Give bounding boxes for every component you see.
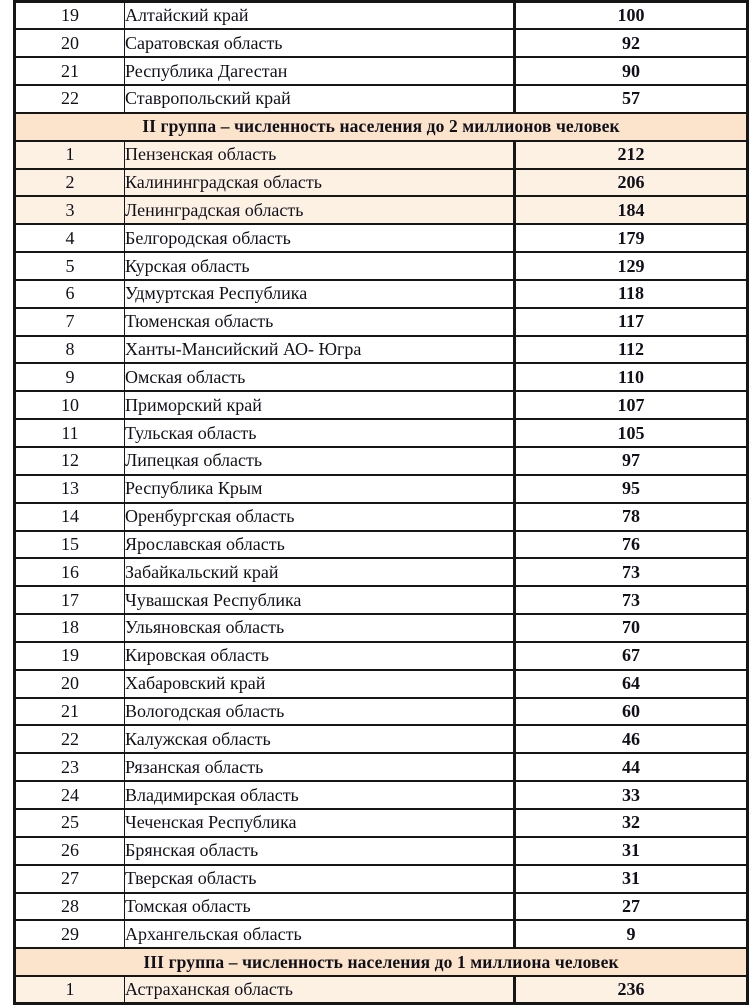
region-name-cell: Чеченская Республика <box>125 809 515 837</box>
value-cell: 184 <box>515 196 748 224</box>
regions-ranking-table <box>13 0 749 1005</box>
row-number-cell: 17 <box>15 586 125 614</box>
row-number-cell: 28 <box>15 893 125 921</box>
region-name-cell: Астраханская область <box>125 976 515 1004</box>
row-number-cell: 19 <box>15 642 125 670</box>
value-cell: 57 <box>515 85 748 113</box>
row-number-cell: 7 <box>15 308 125 336</box>
table-row <box>15 419 748 447</box>
table-row <box>15 865 748 893</box>
table-row <box>15 976 748 1004</box>
group-header-row <box>15 113 748 141</box>
table-row <box>15 224 748 252</box>
table-row <box>15 753 748 781</box>
table-row <box>15 391 748 419</box>
table-row <box>15 558 748 586</box>
table-row <box>15 363 748 391</box>
row-number-cell: 20 <box>15 670 125 698</box>
row-number-cell: 19 <box>15 2 125 30</box>
row-number-cell: 27 <box>15 865 125 893</box>
table-row <box>15 196 748 224</box>
region-name-cell: Забайкальский край <box>125 558 515 586</box>
region-name-cell: Рязанская область <box>125 753 515 781</box>
table-row <box>15 141 748 169</box>
region-name-cell: Республика Крым <box>125 475 515 503</box>
region-name-cell: Приморский край <box>125 391 515 419</box>
value-cell: 44 <box>515 753 748 781</box>
region-name-cell: Ярославская область <box>125 531 515 559</box>
region-name-cell: Томская область <box>125 893 515 921</box>
value-cell: 129 <box>515 252 748 280</box>
row-number-cell: 1 <box>15 976 125 1004</box>
value-cell: 112 <box>515 336 748 364</box>
table-row <box>15 280 748 308</box>
table-row <box>15 57 748 85</box>
row-number-cell: 22 <box>15 725 125 753</box>
region-name-cell: Республика Дагестан <box>125 57 515 85</box>
row-number-cell: 4 <box>15 224 125 252</box>
value-cell: 90 <box>515 57 748 85</box>
region-name-cell: Брянская область <box>125 837 515 865</box>
row-number-cell: 20 <box>15 29 125 57</box>
region-name-cell: Пензенская область <box>125 141 515 169</box>
table-row <box>15 642 748 670</box>
value-cell: 95 <box>515 475 748 503</box>
table-row <box>15 503 748 531</box>
table-row <box>15 447 748 475</box>
value-cell: 118 <box>515 280 748 308</box>
value-cell: 212 <box>515 141 748 169</box>
region-name-cell: Липецкая область <box>125 447 515 475</box>
region-name-cell: Алтайский край <box>125 2 515 30</box>
value-cell: 67 <box>515 642 748 670</box>
row-number-cell: 24 <box>15 781 125 809</box>
table-row <box>15 252 748 280</box>
row-number-cell: 6 <box>15 280 125 308</box>
table-body <box>15 2 748 1004</box>
row-number-cell: 26 <box>15 837 125 865</box>
table-row <box>15 85 748 113</box>
row-number-cell: 15 <box>15 531 125 559</box>
value-cell: 32 <box>515 809 748 837</box>
region-name-cell: Ульяновская область <box>125 614 515 642</box>
group-header-label: III группа – численность населения до 1 миллиона человек <box>15 948 748 976</box>
table-row <box>15 169 748 197</box>
table-row <box>15 698 748 726</box>
table-row <box>15 336 748 364</box>
value-cell: 100 <box>515 2 748 30</box>
region-name-cell: Архангельская область <box>125 920 515 948</box>
region-name-cell: Владимирская область <box>125 781 515 809</box>
row-number-cell: 16 <box>15 558 125 586</box>
row-number-cell: 22 <box>15 85 125 113</box>
row-number-cell: 25 <box>15 809 125 837</box>
value-cell: 206 <box>515 169 748 197</box>
row-number-cell: 23 <box>15 753 125 781</box>
table-row <box>15 725 748 753</box>
value-cell: 46 <box>515 725 748 753</box>
value-cell: 60 <box>515 698 748 726</box>
table-row <box>15 308 748 336</box>
table-row <box>15 29 748 57</box>
region-name-cell: Кировская область <box>125 642 515 670</box>
value-cell: 117 <box>515 308 748 336</box>
row-number-cell: 11 <box>15 419 125 447</box>
row-number-cell: 29 <box>15 920 125 948</box>
region-name-cell: Калининградская область <box>125 169 515 197</box>
row-number-cell: 18 <box>15 614 125 642</box>
row-number-cell: 3 <box>15 196 125 224</box>
value-cell: 76 <box>515 531 748 559</box>
table-row <box>15 837 748 865</box>
region-name-cell: Тульская область <box>125 419 515 447</box>
table-row <box>15 809 748 837</box>
region-name-cell: Хабаровский край <box>125 670 515 698</box>
region-name-cell: Белгородская область <box>125 224 515 252</box>
row-number-cell: 21 <box>15 698 125 726</box>
value-cell: 97 <box>515 447 748 475</box>
region-name-cell: Удмуртская Республика <box>125 280 515 308</box>
table-row <box>15 586 748 614</box>
value-cell: 78 <box>515 503 748 531</box>
region-name-cell: Тюменская область <box>125 308 515 336</box>
region-name-cell: Ханты-Мансийский АО- Югра <box>125 336 515 364</box>
value-cell: 73 <box>515 586 748 614</box>
row-number-cell: 10 <box>15 391 125 419</box>
region-name-cell: Оренбургская область <box>125 503 515 531</box>
row-number-cell: 2 <box>15 169 125 197</box>
row-number-cell: 9 <box>15 363 125 391</box>
row-number-cell: 14 <box>15 503 125 531</box>
value-cell: 110 <box>515 363 748 391</box>
region-name-cell: Вологодская область <box>125 698 515 726</box>
table-row <box>15 531 748 559</box>
region-name-cell: Курская область <box>125 252 515 280</box>
value-cell: 179 <box>515 224 748 252</box>
value-cell: 31 <box>515 865 748 893</box>
row-number-cell: 1 <box>15 141 125 169</box>
region-name-cell: Ленинградская область <box>125 196 515 224</box>
table-row <box>15 2 748 30</box>
region-name-cell: Чувашская Республика <box>125 586 515 614</box>
value-cell: 64 <box>515 670 748 698</box>
value-cell: 70 <box>515 614 748 642</box>
table-row <box>15 920 748 948</box>
value-cell: 236 <box>515 976 748 1004</box>
row-number-cell: 13 <box>15 475 125 503</box>
value-cell: 107 <box>515 391 748 419</box>
region-name-cell: Омская область <box>125 363 515 391</box>
value-cell: 9 <box>515 920 748 948</box>
region-name-cell: Ставропольский край <box>125 85 515 113</box>
region-name-cell: Саратовская область <box>125 29 515 57</box>
table-row <box>15 475 748 503</box>
region-name-cell: Тверская область <box>125 865 515 893</box>
value-cell: 31 <box>515 837 748 865</box>
group-header-row <box>15 948 748 976</box>
row-number-cell: 8 <box>15 336 125 364</box>
row-number-cell: 5 <box>15 252 125 280</box>
value-cell: 73 <box>515 558 748 586</box>
region-name-cell: Калужская область <box>125 725 515 753</box>
table-row <box>15 670 748 698</box>
row-number-cell: 21 <box>15 57 125 85</box>
row-number-cell: 12 <box>15 447 125 475</box>
value-cell: 105 <box>515 419 748 447</box>
table-row <box>15 781 748 809</box>
table-row <box>15 614 748 642</box>
value-cell: 27 <box>515 893 748 921</box>
group-header-label: II группа – численность населения до 2 миллионов человек <box>15 113 748 141</box>
value-cell: 92 <box>515 29 748 57</box>
table-row <box>15 893 748 921</box>
value-cell: 33 <box>515 781 748 809</box>
